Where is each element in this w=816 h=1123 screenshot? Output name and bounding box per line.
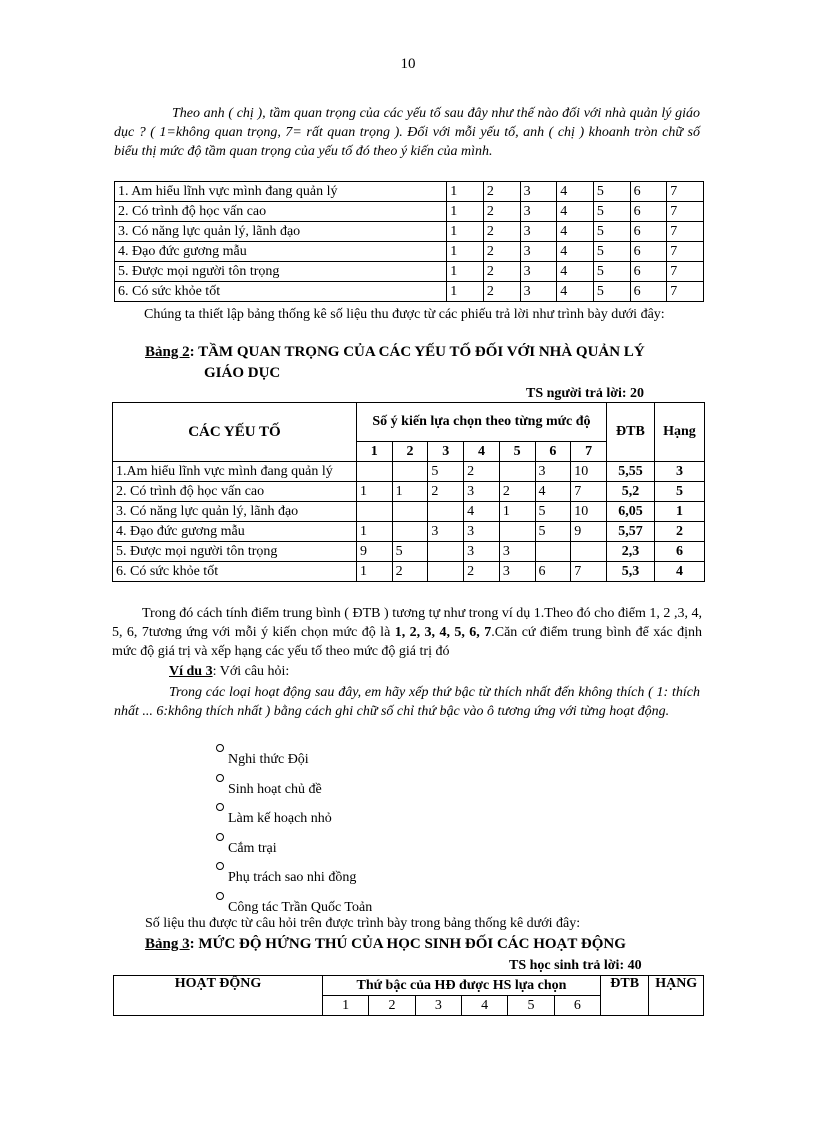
rating-option-7[interactable]: 7 xyxy=(667,242,704,262)
table2 xyxy=(112,402,705,582)
rating-row xyxy=(115,222,704,242)
table2-header-row xyxy=(113,403,705,442)
table2-count: 5 xyxy=(535,522,571,542)
rating-option-3[interactable]: 3 xyxy=(520,182,557,202)
table2-row xyxy=(113,542,705,562)
rank-circle-icon[interactable] xyxy=(216,744,224,752)
rating-row xyxy=(115,242,704,262)
table2-count: 3 xyxy=(464,522,500,542)
table2-count: 3 xyxy=(499,542,535,562)
table3-header-rank: HẠNG xyxy=(649,976,704,1016)
table3-rank-1: 1 xyxy=(323,996,369,1016)
table2-count: 7 xyxy=(571,562,607,582)
rating-factor: 3. Có năng lực quản lý, lãnh đạo xyxy=(115,222,447,242)
table3 xyxy=(113,975,704,1016)
dtb-text-bold: 1, 2, 3, 4, 5, 6, 7 xyxy=(394,625,492,640)
rank-circle-icon[interactable] xyxy=(216,892,224,900)
table2-dtb: 5,3 xyxy=(606,562,654,582)
table2-level-4: 4 xyxy=(464,442,500,462)
rating-option-4[interactable]: 4 xyxy=(557,202,594,222)
table3-title-text: : MỨC ĐỘ HỨNG THÚ CỦA HỌC SINH ĐỐI CÁC HOẠT ĐỘNG xyxy=(189,936,626,952)
table2-label: Bảng 2 xyxy=(145,344,190,360)
rating-option-7[interactable]: 7 xyxy=(667,282,704,302)
table2-count: 1 xyxy=(356,522,392,542)
table2-factor: 1.Am hiểu lĩnh vực mình đang quản lý xyxy=(113,462,357,482)
table3-header-dtb: ĐTB xyxy=(600,976,648,1016)
rating-option-6[interactable]: 6 xyxy=(630,262,667,282)
table3-rank-4: 4 xyxy=(462,996,508,1016)
table2-count: 3 xyxy=(428,522,464,542)
table2-count: 5 xyxy=(535,502,571,522)
table2-count xyxy=(356,502,392,522)
table2-rank: 1 xyxy=(654,502,704,522)
table3-rank-2: 2 xyxy=(369,996,415,1016)
rank-circle-icon[interactable] xyxy=(216,862,224,870)
table2-count: 7 xyxy=(571,482,607,502)
table2-count xyxy=(392,522,428,542)
rating-option-5[interactable]: 5 xyxy=(593,242,630,262)
rating-option-5[interactable]: 5 xyxy=(593,182,630,202)
table2-count: 1 xyxy=(356,482,392,502)
table2-count xyxy=(428,542,464,562)
table2-count: 5 xyxy=(392,542,428,562)
rating-option-3[interactable]: 3 xyxy=(520,242,557,262)
table2-count: 2 xyxy=(499,482,535,502)
rating-factor: 4. Đạo đức gương mẫu xyxy=(115,242,447,262)
table2-rank: 6 xyxy=(654,542,704,562)
table2-dtb: 6,05 xyxy=(606,502,654,522)
rating-option-2[interactable]: 2 xyxy=(483,222,520,242)
rating-row xyxy=(115,282,704,302)
table3-respondents: TS học sinh trả lời: 40 xyxy=(509,958,642,973)
rating-option-1[interactable]: 1 xyxy=(447,262,484,282)
rating-option-1[interactable]: 1 xyxy=(447,182,484,202)
intro-paragraph: Theo anh ( chị ), tầm quan trọng của các yếu tố sau đây như thế nào đối với nhà quản lý giáo dục ? ( 1=không quan trọng, 7= rất quan trọng ). Đối với mỗi yếu tố, anh ( chị ) khoanh tròn chữ số biểu thị mức độ tầm quan trọng của yếu tố đó theo ý kiến của mình. xyxy=(114,106,700,159)
table2-header-dtb: ĐTB xyxy=(606,403,654,462)
rating-row xyxy=(115,202,704,222)
table2-count xyxy=(499,522,535,542)
table2-count xyxy=(392,502,428,522)
table3-rank-3: 3 xyxy=(415,996,461,1016)
table2-count: 3 xyxy=(464,482,500,502)
table2-factor: 4. Đạo đức gương mẫu xyxy=(113,522,357,542)
rating-option-2[interactable]: 2 xyxy=(483,182,520,202)
table2-level-6: 6 xyxy=(535,442,571,462)
table2-respondents: TS người trả lời: 20 xyxy=(526,386,645,401)
table2-rank: 3 xyxy=(654,462,704,482)
activity-label: Làm kế hoạch nhỏ xyxy=(228,811,332,827)
rating-option-7[interactable]: 7 xyxy=(667,222,704,242)
table2-count: 4 xyxy=(535,482,571,502)
rating-option-1[interactable]: 1 xyxy=(447,202,484,222)
table2-count: 2 xyxy=(464,462,500,482)
rating-option-6[interactable]: 6 xyxy=(630,202,667,222)
table2-count: 10 xyxy=(571,462,607,482)
table2-count: 10 xyxy=(571,502,607,522)
table3-title xyxy=(145,936,626,953)
rating-row xyxy=(115,182,704,202)
table2-count: 9 xyxy=(356,542,392,562)
table2-level-2: 2 xyxy=(392,442,428,462)
table2-count: 3 xyxy=(535,462,571,482)
table2-level-1: 1 xyxy=(356,442,392,462)
table2-title xyxy=(145,344,705,361)
rating-option-7[interactable]: 7 xyxy=(667,202,704,222)
rating-option-2[interactable]: 2 xyxy=(483,282,520,302)
table2-rank: 4 xyxy=(654,562,704,582)
rating-option-2[interactable]: 2 xyxy=(483,202,520,222)
rating-row xyxy=(115,262,704,282)
activity-label: Sinh hoạt chủ đề xyxy=(228,781,322,797)
table2-count xyxy=(428,562,464,582)
rating-table xyxy=(114,181,704,302)
table2-count: 1 xyxy=(499,502,535,522)
page-number: 10 xyxy=(400,56,416,72)
table2-level-3: 3 xyxy=(428,442,464,462)
table3-header-group: Thứ bậc của HĐ được HS lựa chọn xyxy=(323,976,601,996)
rating-option-5[interactable]: 5 xyxy=(593,202,630,222)
rating-factor: 5. Được mọi người tôn trọng xyxy=(115,262,447,282)
rating-factor: 2. Có trình độ học vấn cao xyxy=(115,202,447,222)
rating-option-6[interactable]: 6 xyxy=(630,182,667,202)
intro-table2-paragraph: Chúng ta thiết lập bảng thống kê số liệu thu được từ các phiếu trả lời như trình bày dưới đây: xyxy=(144,307,665,322)
rating-option-3[interactable]: 3 xyxy=(520,202,557,222)
example3-label: Ví du 3 xyxy=(169,664,213,679)
table2-count: 5 xyxy=(428,462,464,482)
table2-header-rank: Hạng xyxy=(654,403,704,462)
activity-label: Công tác Trần Quốc Toản xyxy=(228,900,373,915)
table3-label: Bảng 3 xyxy=(145,936,190,952)
table2-count: 2 xyxy=(428,482,464,502)
table3-rank-6: 6 xyxy=(554,996,600,1016)
rating-option-3[interactable]: 3 xyxy=(520,282,557,302)
table2-factor: 3. Có năng lực quản lý, lãnh đạo xyxy=(113,502,357,522)
table2-row xyxy=(113,522,705,542)
activity-label: Nghi thức Đội xyxy=(228,752,309,767)
rank-circle-icon[interactable] xyxy=(216,774,224,782)
rating-option-1[interactable]: 1 xyxy=(447,222,484,242)
example3-question: Trong các loại hoạt động sau đây, em hãy xếp thứ bậc từ thích nhất đến không thích ( 1: thích nhất ... 6:không thích nhất ) bằng cách ghi chữ số chỉ thứ bậc vào ô tương ứng với từng hoạt động. xyxy=(114,685,700,719)
rating-option-7[interactable]: 7 xyxy=(667,182,704,202)
rating-option-2[interactable]: 2 xyxy=(483,262,520,282)
rating-option-1[interactable]: 1 xyxy=(447,242,484,262)
rating-option-1[interactable]: 1 xyxy=(447,282,484,302)
dtb-explanation xyxy=(112,604,702,661)
table2-factor: 6. Có sức khỏe tốt xyxy=(113,562,357,582)
table2-count: 2 xyxy=(392,562,428,582)
table2-count: 2 xyxy=(464,562,500,582)
rating-factor: 6. Có sức khỏe tốt xyxy=(115,282,447,302)
activity-label: Cắm trại xyxy=(228,840,277,856)
rating-option-5[interactable]: 5 xyxy=(593,222,630,242)
dtb-text-b: .Căn cứ điểm trung bình để xác định mức độ giá trị và xếp hạng các yếu tố theo mức độ giá trị đó xyxy=(112,625,702,659)
table2-count xyxy=(392,462,428,482)
rating-option-3[interactable]: 3 xyxy=(520,222,557,242)
rating-option-4[interactable]: 4 xyxy=(557,262,594,282)
rating-option-4[interactable]: 4 xyxy=(557,242,594,262)
table2-title-line1: : TẦM QUAN TRỌNG CỦA CÁC YẾU TỐ ĐỐI VỚI NHÀ QUẢN LÝ xyxy=(189,344,645,360)
rating-option-2[interactable]: 2 xyxy=(483,242,520,262)
table2-header-factor: CÁC YẾU TỐ xyxy=(113,403,357,462)
rating-option-6[interactable]: 6 xyxy=(630,242,667,262)
table2-count xyxy=(535,542,571,562)
table2-factor: 5. Được mọi người tôn trọng xyxy=(113,542,357,562)
rating-option-4[interactable]: 4 xyxy=(557,182,594,202)
table2-level-7: 7 xyxy=(571,442,607,462)
table2-count: 3 xyxy=(499,562,535,582)
table2-count xyxy=(571,542,607,562)
rating-option-7[interactable]: 7 xyxy=(667,262,704,282)
table2-row xyxy=(113,562,705,582)
table2-count: 9 xyxy=(571,522,607,542)
table2-dtb: 5,57 xyxy=(606,522,654,542)
rank-circle-icon[interactable] xyxy=(216,833,224,841)
rating-option-6[interactable]: 6 xyxy=(630,282,667,302)
rank-circle-icon[interactable] xyxy=(216,803,224,811)
table2-title-line2: GIÁO DỤC xyxy=(204,365,281,381)
table2-factor: 2. Có trình độ học vấn cao xyxy=(113,482,357,502)
example3-heading xyxy=(169,664,289,680)
rating-option-4[interactable]: 4 xyxy=(557,222,594,242)
example3-rest: : Với câu hỏi: xyxy=(212,664,290,679)
activity-label: Phụ trách sao nhi đồng xyxy=(228,870,357,886)
table2-count: 6 xyxy=(535,562,571,582)
table2-dtb: 5,55 xyxy=(606,462,654,482)
table2-count xyxy=(499,462,535,482)
table3-header-activity: HOẠT ĐỘNG xyxy=(114,976,323,1016)
rating-option-4[interactable]: 4 xyxy=(557,282,594,302)
table2-count: 1 xyxy=(356,562,392,582)
table2-count: 1 xyxy=(392,482,428,502)
table2-level-5: 5 xyxy=(499,442,535,462)
table2-count: 4 xyxy=(464,502,500,522)
table2-header-group: Số ý kiến lựa chọn theo từng mức độ xyxy=(356,403,606,442)
rating-option-6[interactable]: 6 xyxy=(630,222,667,242)
rating-option-5[interactable]: 5 xyxy=(593,262,630,282)
table3-intro: Số liệu thu được từ câu hỏi trên được trình bày trong bảng thống kê dưới đây: xyxy=(145,916,581,931)
table2-dtb: 2,3 xyxy=(606,542,654,562)
table2-dtb: 5,2 xyxy=(606,482,654,502)
table2-rank: 5 xyxy=(654,482,704,502)
table3-rank-5: 5 xyxy=(508,996,554,1016)
table2-count: 3 xyxy=(464,542,500,562)
table2-row xyxy=(113,502,705,522)
rating-option-5[interactable]: 5 xyxy=(593,282,630,302)
rating-option-3[interactable]: 3 xyxy=(520,262,557,282)
table2-rank: 2 xyxy=(654,522,704,542)
rating-factor: 1. Am hiểu lĩnh vực mình đang quản lý xyxy=(115,182,447,202)
table2-row xyxy=(113,482,705,502)
dtb-text-a: Trong đó cách tính điểm trung bình ( ĐTB ) tương tự như trong ví dụ 1.Theo đó cho điểm 1, 2 ,3, 4, 5, 6, 7tương ứng với mỗi ý kiến chọn mức độ là xyxy=(112,606,702,640)
table2-count xyxy=(356,462,392,482)
table2-count xyxy=(428,502,464,522)
table2-row xyxy=(113,462,705,482)
